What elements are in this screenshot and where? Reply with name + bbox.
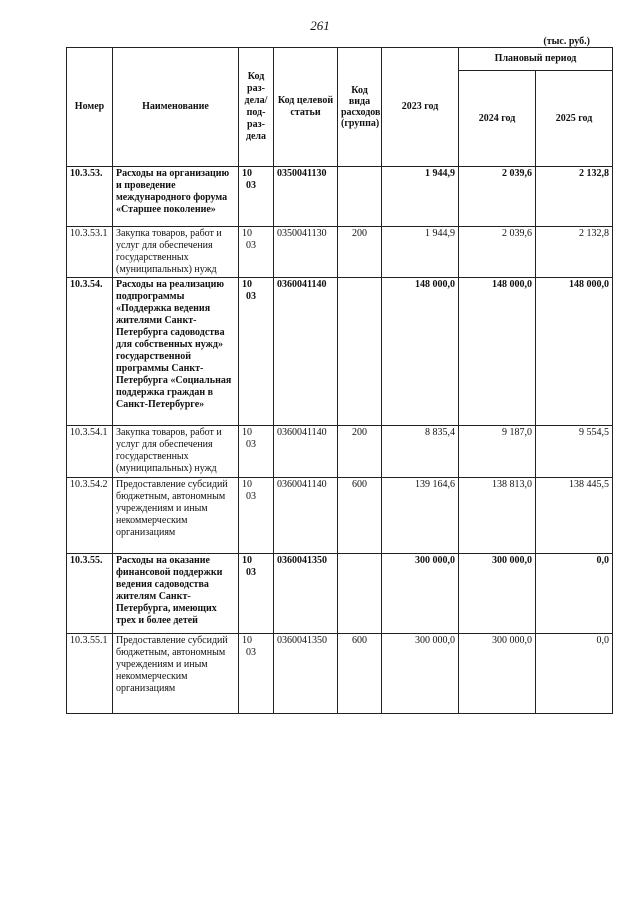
header-name: Наименование (113, 48, 239, 167)
table-body (67, 167, 613, 714)
row-target: 0360041140 (274, 426, 338, 478)
header-target: Код целевой статьи (274, 48, 338, 167)
header-number: Номер (67, 48, 113, 167)
header-expense-type: Код вида расходов (группа) (338, 48, 382, 167)
row-2025: 0,0 (536, 554, 613, 634)
row-target: 0360041140 (274, 278, 338, 426)
row-section: 1003 (239, 478, 274, 554)
row-2025: 2 132,8 (536, 167, 613, 227)
row-number: 10.3.54.1 (67, 426, 113, 478)
header-2024: 2024 год (459, 71, 536, 167)
row-name: Предоставление субсидий бюджетным, автономным учреждениям и иным некоммерческим организациям (113, 478, 239, 554)
row-section: 1003 (239, 426, 274, 478)
table-row (67, 554, 613, 634)
table-row (67, 227, 613, 278)
row-2023: 1 944,9 (382, 167, 459, 227)
row-2025: 148 000,0 (536, 278, 613, 426)
table-row (67, 278, 613, 426)
row-expense-type: 600 (338, 478, 382, 554)
row-2024: 2 039,6 (459, 227, 536, 278)
page-number: 261 (310, 18, 330, 33)
row-name: Предоставление субсидий бюджетным, автономным учреждениям и иным некоммерческим организациям (113, 634, 239, 714)
row-2023: 8 835,4 (382, 426, 459, 478)
row-2023: 1 944,9 (382, 227, 459, 278)
row-2025: 0,0 (536, 634, 613, 714)
row-section: 1003 (239, 278, 274, 426)
row-target: 0360041140 (274, 478, 338, 554)
row-2024: 300 000,0 (459, 554, 536, 634)
row-number: 10.3.53. (67, 167, 113, 227)
row-2025: 2 132,8 (536, 227, 613, 278)
row-2024: 300 000,0 (459, 634, 536, 714)
row-expense-type (338, 554, 382, 634)
row-2024: 138 813,0 (459, 478, 536, 554)
header-section: Код раз- дела/ под- раз- дела (239, 48, 274, 167)
row-2024: 9 187,0 (459, 426, 536, 478)
row-target: 0360041350 (274, 634, 338, 714)
row-name: Закупка товаров, работ и услуг для обеспечения государственных (муниципальных) нужд (113, 227, 239, 278)
row-section: 1003 (239, 227, 274, 278)
header-2025: 2025 год (536, 71, 613, 167)
header-planning: Плановый период (459, 48, 613, 71)
row-section: 1003 (239, 634, 274, 714)
row-target: 0350041130 (274, 167, 338, 227)
row-section: 1003 (239, 167, 274, 227)
row-2023: 148 000,0 (382, 278, 459, 426)
budget-table (66, 47, 613, 714)
row-name: Расходы на оказание финансовой поддержки ведения садоводства жителям Санкт-Петербурга, имеющих трех и более детей (113, 554, 239, 634)
header-2023: 2023 год (382, 48, 459, 167)
row-2023: 300 000,0 (382, 554, 459, 634)
row-expense-type (338, 278, 382, 426)
row-target: 0350041130 (274, 227, 338, 278)
row-number: 10.3.53.1 (67, 227, 113, 278)
row-2024: 2 039,6 (459, 167, 536, 227)
row-name: Расходы на организацию и проведение международного форума «Старшее поколение» (113, 167, 239, 227)
row-2025: 138 445,5 (536, 478, 613, 554)
row-number: 10.3.54.2 (67, 478, 113, 554)
row-name: Закупка товаров, работ и услуг для обеспечения государственных (муниципальных) нужд (113, 426, 239, 478)
row-expense-type: 600 (338, 634, 382, 714)
row-2024: 148 000,0 (459, 278, 536, 426)
units-label: (тыс. руб.) (543, 36, 590, 47)
row-number: 10.3.55. (67, 554, 113, 634)
row-name: Расходы на реализацию подпрограммы «Поддержка ведения жителями Санкт-Петербурга садоводства для собственных нужд» государственной программы Санкт-Петербурга «Социальная поддержка граждан в Санкт-Петербурге» (113, 278, 239, 426)
row-expense-type (338, 167, 382, 227)
table-row (67, 478, 613, 554)
row-2023: 139 164,6 (382, 478, 459, 554)
row-number: 10.3.55.1 (67, 634, 113, 714)
row-2025: 9 554,5 (536, 426, 613, 478)
row-expense-type: 200 (338, 227, 382, 278)
table-row (67, 634, 613, 714)
row-2023: 300 000,0 (382, 634, 459, 714)
row-target: 0360041350 (274, 554, 338, 634)
table-row (67, 167, 613, 227)
table-row (67, 426, 613, 478)
row-number: 10.3.54. (67, 278, 113, 426)
table-header (67, 48, 613, 167)
row-section: 1003 (239, 554, 274, 634)
row-expense-type: 200 (338, 426, 382, 478)
